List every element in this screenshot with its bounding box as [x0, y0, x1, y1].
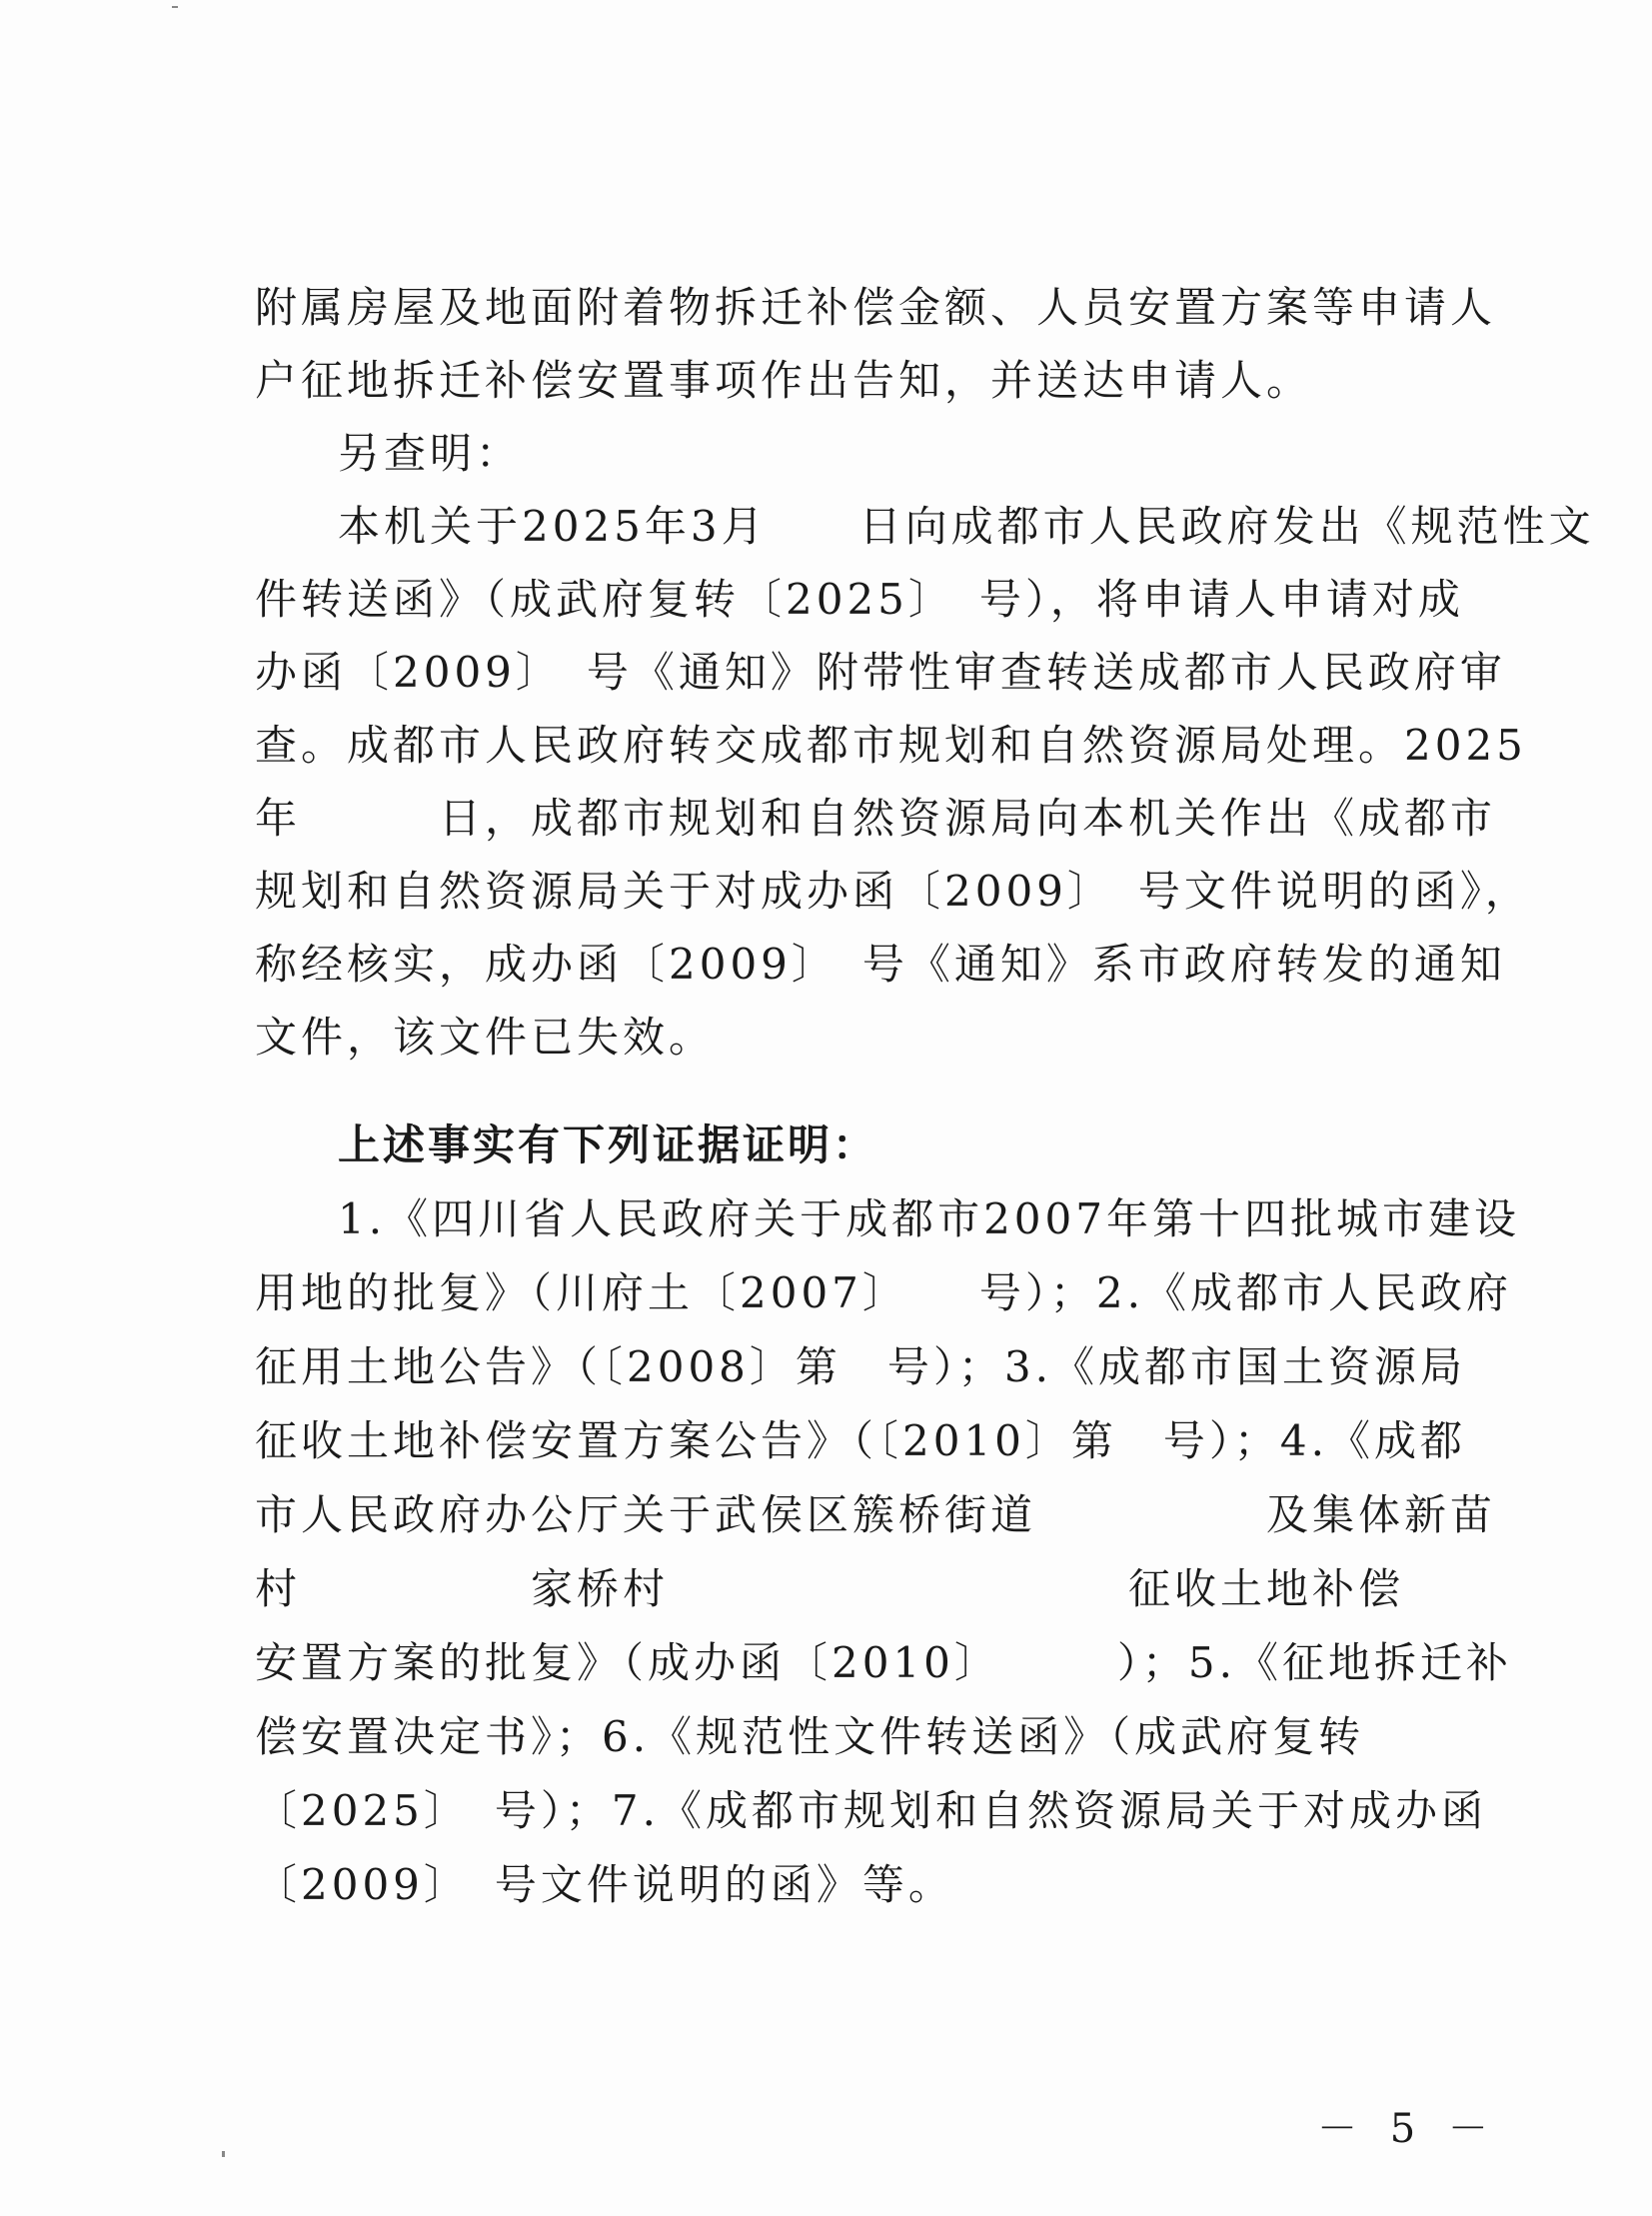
evidence-line-2: 用地的批复》（川府土〔2007〕 号）；2.《成都市人民政府	[255, 1268, 1512, 1317]
body-line-3: 另查明：	[338, 429, 523, 478]
evidence-line-3: 征用土地公告》（〔2008〕第 号）；3.《成都市国土资源局	[255, 1342, 1466, 1391]
evidence-line-8: 偿安置决定书》；6.《规范性文件转送函》（成武府复转	[255, 1712, 1365, 1761]
evidence-line-7: 安置方案的批复》（成办函〔2010〕 ）；5.《征地拆迁补	[255, 1638, 1512, 1687]
evidence-line-9: 〔2025〕 号）；7.《成都市规划和自然资源局关于对成办函	[255, 1786, 1487, 1835]
scan-speck	[172, 6, 178, 8]
body-line-4: 本机关于2025年3月 日向成都市人民政府发出《规范性文	[338, 502, 1595, 551]
evidence-line-5: 市人民政府办公厅关于武侯区簇桥街道 及集体新苗	[255, 1490, 1497, 1539]
evidence-line-10: 〔2009〕 号文件说明的函》等。	[255, 1860, 954, 1909]
evidence-heading: 上述事实有下列证据证明：	[338, 1120, 878, 1169]
page-number: － 5 －	[1317, 2106, 1498, 2152]
body-line-10: 称经核实，成办函〔2009〕 号《通知》系市政府转发的通知	[255, 940, 1506, 989]
body-line-6: 办函〔2009〕 号《通知》附带性审查转送成都市人民政府审	[255, 648, 1506, 697]
evidence-line-6: 村 家桥村 征收土地补偿	[255, 1564, 1405, 1613]
evidence-line-4: 征收土地补偿安置方案公告》（〔2010〕第 号）；4.《成都	[255, 1416, 1466, 1465]
scan-speck	[222, 2151, 225, 2157]
body-line-1: 附属房屋及地面附着物拆迁补偿金额、人员安置方案等申请人	[255, 283, 1497, 332]
evidence-line-1: 1.《四川省人民政府关于成都市2007年第十四批城市建设	[338, 1194, 1520, 1243]
body-line-9: 规划和自然资源局关于对成办函〔2009〕 号文件说明的函》，	[255, 867, 1531, 916]
body-line-7: 查。成都市人民政府转交成都市规划和自然资源局处理。2025	[255, 721, 1527, 770]
body-line-8: 年 日，成都市规划和自然资源局向本机关作出《成都市	[255, 794, 1497, 843]
body-line-5: 件转送函》（成武府复转〔2025〕 号），将申请人申请对成	[255, 575, 1464, 624]
body-line-11: 文件，该文件已失效。	[255, 1013, 716, 1062]
body-line-2: 户征地拆迁补偿安置事项作出告知，并送达申请人。	[255, 356, 1313, 405]
